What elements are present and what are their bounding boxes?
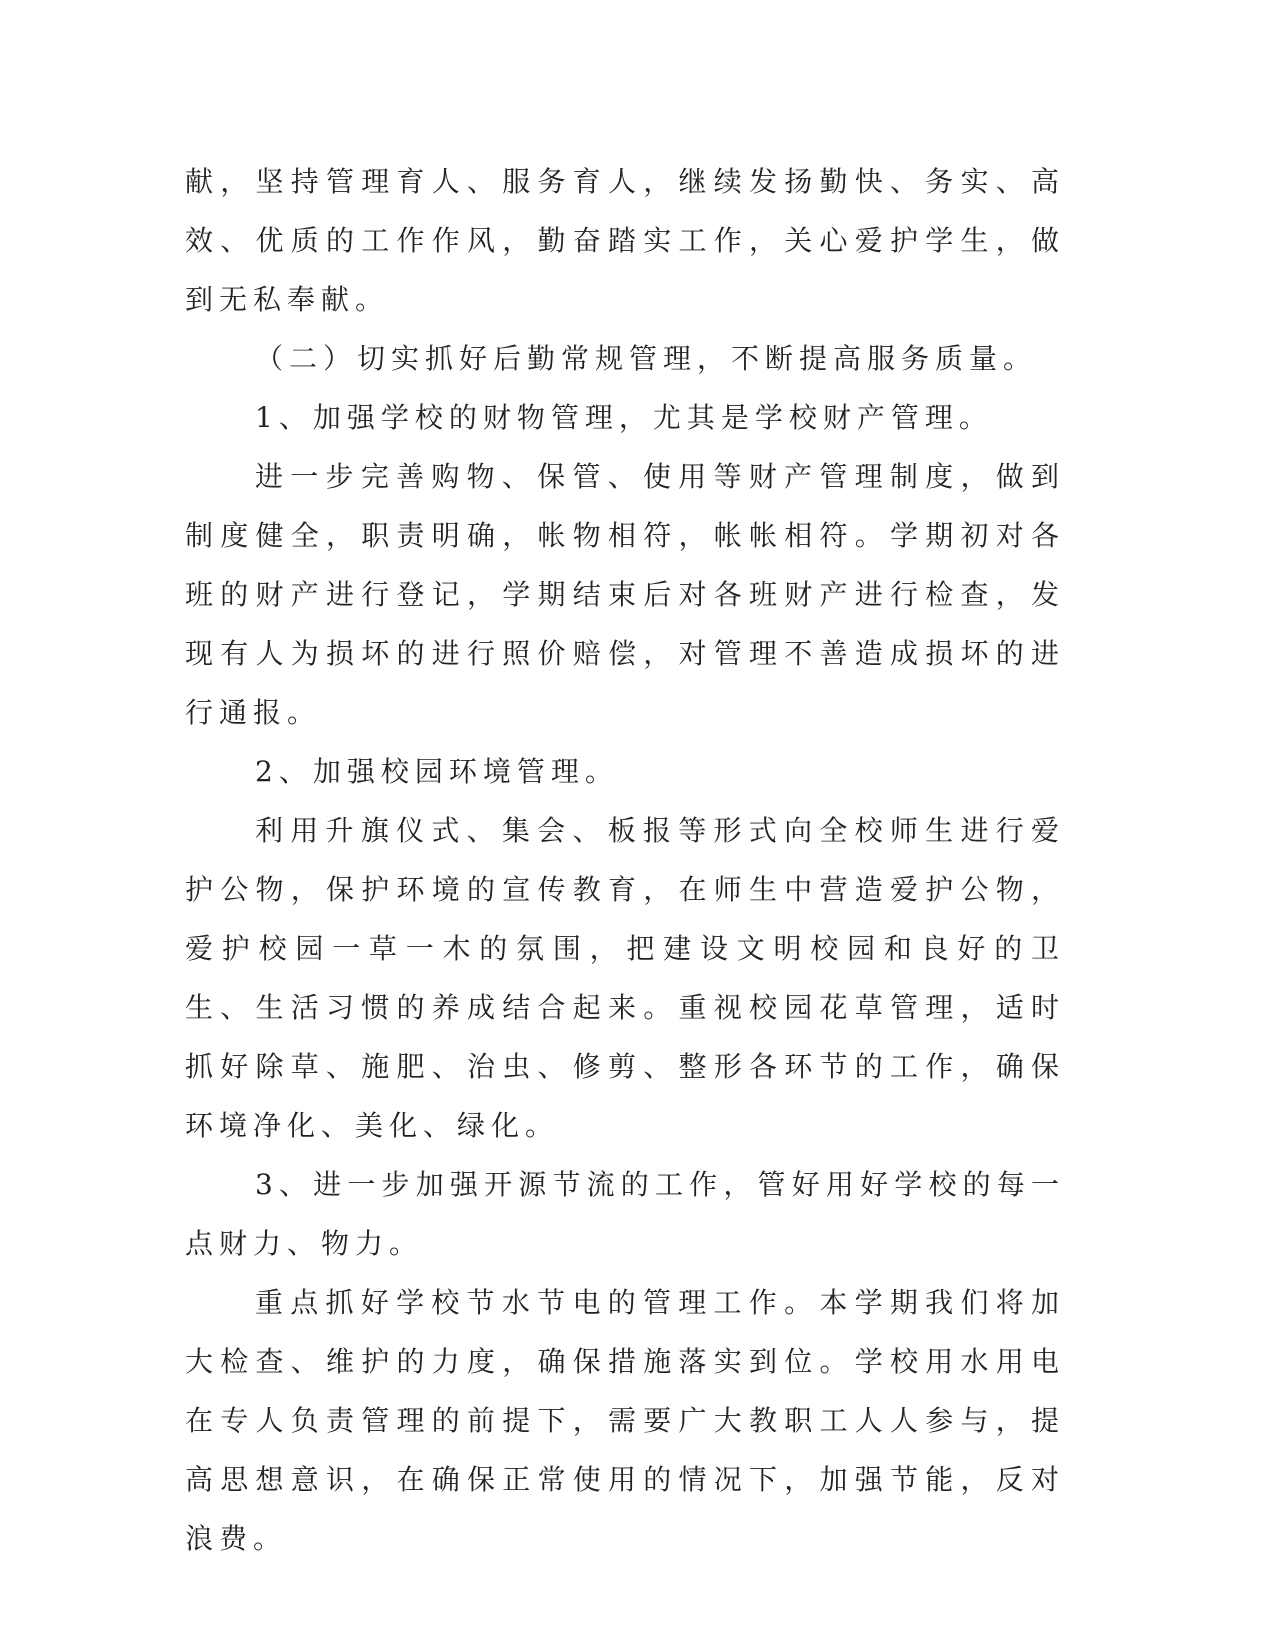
subheading-property-management: 1、加强学校的财物管理，尤其是学校财产管理。 (255, 401, 993, 434)
paragraph-property-rules: 进一步完善购物、保管、使用等财产管理制度，做到制度健全，职责明确，帐物相符，帐帐相符。学期初对各班的财产进行登记，学期结束后对各班财产进行检查，发现有人为损坏的进行照价赔偿，对管理不善造成损坏的进行通报。 (185, 460, 1065, 729)
paragraph-water-electricity: 重点抓好学校节水节电的管理工作。本学期我们将加大检查、维护的力度，确保措施落实到位。学校用水用电在专人负责管理的前提下，需要广大教职工人人参与，提高思想意识，在确保正常使用的情况下，加强节能，反对浪费。 (185, 1286, 1065, 1555)
subheading-campus-environment: 2、加强校园环境管理。 (255, 755, 619, 788)
section-heading-logistics: （二）切实抓好后勤常规管理，不断提高服务质量。 (255, 342, 1038, 375)
subheading-cost-saving: 3、进一步加强开源节流的工作，管好用好学校的每一点财力、物力。 (185, 1168, 1065, 1260)
paragraph-continuation: 献，坚持管理育人、服务育人，继续发扬勤快、务实、高效、优质的工作作风，勤奋踏实工作，关心爱护学生，做到无私奉献。 (185, 165, 1065, 316)
document-body (185, 152, 1065, 1568)
paragraph-environment-education: 利用升旗仪式、集会、板报等形式向全校师生进行爱护公物，保护环境的宣传教育，在师生中营造爱护公物，爱护校园一草一木的氛围，把建设文明校园和良好的卫生、生活习惯的养成结合起来。重视校园花草管理，适时抓好除草、施肥、治虫、修剪、整形各环节的工作，确保环境净化、美化、绿化。 (185, 814, 1065, 1142)
